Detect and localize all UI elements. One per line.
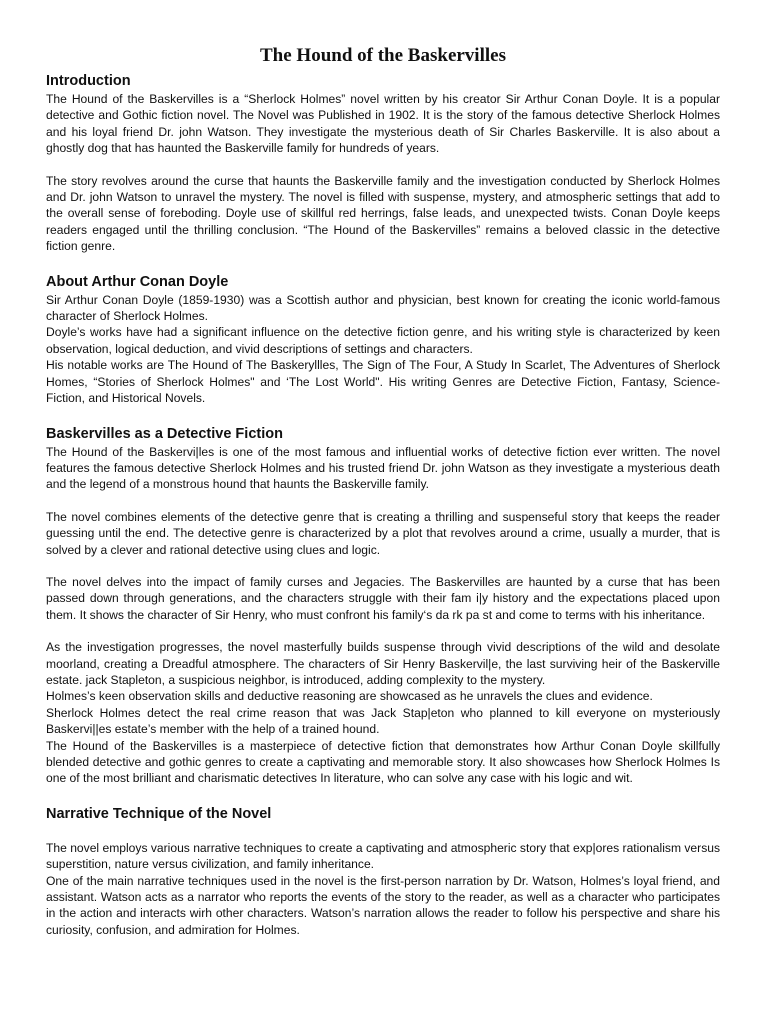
- paragraph: Doyle’s works have had a significant influence on the detective fiction genre, and his writing style is characterized by keen observation, logical deduction, and vivid descriptions of settings and characters.: [46, 325, 720, 356]
- section-heading-about: About Arthur Conan Doyle: [46, 273, 229, 290]
- paragraph-spacer: [46, 623, 720, 639]
- paragraph: The novel employs various narrative techniques to create a captivating and atmospheric story that exp|ores rationalism versus superstition, nature versus civilization, and family inheritance.: [46, 840, 721, 872]
- paragraph: The Hound of the Baskervilles is a masterpiece of detective fiction that demonstrates how Arthur Conan Doyle skillfully blended detective and gothic genres to create a captivating and memorable story. It also showcases how Sherlock Holmes Is one of the most brilliant and charismatic detectives In literature, who can solve any case with his logic and wit.: [46, 738, 720, 786]
- page-title: The Hound of the Baskervilles: [260, 45, 506, 66]
- section-heading-narrative: Narrative Technique of the Novel: [46, 805, 272, 822]
- paragraph: Holmes’s keen observation skills and deductive reasoning are showcased as he unravels the clues and evidence.: [46, 689, 653, 704]
- paragraph: His notable works are The Hound of The Baskeryllles, The Sign of The Four, A Study In Scarlet, The Adventures of Sherlock Homes, “Stories of Sherlock Holmes" and ‘The Lost World". His writing Genres are Detective Fiction, Fantasy, Science-Fiction, and Historical Novels.: [46, 358, 720, 406]
- section-spacer: [46, 407, 720, 424]
- paragraph: The novel combines elements of the detective genre that is creating a thrilling and suspenseful story that keeps the reader guessing until the end. The detective genre is characterized by a plot that revolves around a crime, usually a murder, that is solved by a clever and rational detective using clues and logic.: [46, 509, 720, 557]
- paragraph-spacer: [46, 558, 720, 574]
- paragraph: The novel delves into the impact of family curses and Jegacies. The Baskervilles are haunted by a curse that has been passed down through generations, and the characters struggle with their fam i|y history and the expectations placed upon them. It shows the character of Sir Henry, who must confront his family‘s da rk pa st and come to terms with his inheritance.: [46, 574, 720, 622]
- section-heading-detective: Baskervilles as a Detective Fiction: [46, 425, 283, 442]
- paragraph-spacer: [46, 493, 720, 509]
- paragraph: The Hound of the Baskervilles is a “Sherlock Holmes” novel written by his creator Sir Arthur Conan Doyle. It is a popular detective and Gothic fiction novel. The Novel was Published in 1902. It is the story of the famous detective Sherlock Holmes and his loyal friend Dr. john Watson. They investigate the mysterious death of Sir Charles Baskerville. It is also about a ghostly dog that has haunted the Baskerville family for hundreds of years.: [46, 92, 720, 156]
- paragraph: Sir Arthur Conan Doyle (1859-1930) was a Scottish author and physician, best known for creating the iconic world-famous character of Sherlock Holmes.: [46, 292, 720, 324]
- section-spacer: [46, 787, 720, 804]
- paragraph: Sherlock Holmes detect the real crime reason that was Jack Stap|eton who planned to kill everyone on mysteriously Baskervi||es estate’s member with the help of a trained hound.: [46, 705, 720, 737]
- document-page: [46, 44, 720, 938]
- paragraph: The Hound of the Baskervi|les is one of the most famous and influential works of detective fiction ever written. The novel features the famous detective Sherlock Holmes and his trusted friend Dr. john Watson as they investigate a mysterious death and the legend of a monstrous hound that haunts the Baskerville family.: [46, 444, 720, 492]
- section-spacer: [46, 255, 720, 272]
- paragraph: As the investigation progresses, the novel masterfully builds suspense through vivid descriptions of the wild and desolate moorland, creating a Dreadful atmosphere. The characters of Sir Henry Baskervil|e, the last surviving heir of the Baskerville estate. jack Stapleton, a suspicious neighbor, is introduced, adding complexity to the mystery.: [46, 640, 720, 687]
- paragraph: The story revolves around the curse that haunts the Baskerville family and the investigation conducted by Sherlock Holmes and Dr. john Watson to unravel the mystery. The novel is filled with suspense, mystery, and atmospheric settings that add to the overall sense of foreboding. Doyle use of skillful red herrings, false leads, and unexpected twists. Conan Doyle keeps readers engaged until the thrilling conclusion. “The Hound of the Baskervilles” remains a beloved classic in the detective fiction genre.: [46, 173, 720, 254]
- section-heading-introduction: Introduction: [46, 73, 131, 89]
- paragraph-spacer: [46, 824, 720, 840]
- paragraph-spacer: [46, 157, 720, 173]
- paragraph: One of the main narrative techniques used in the novel is the first-person narration by Dr. Watson, Holmes’s loyal friend, and assistant. Watson acts as a narrator who reports the events of the story to the reader, as well as a character who participates in the action and interacts wirh other characters. Watson’s narration allows the reader to follow his perspective and share his curiosity, confusion, and admiration for Holmes.: [46, 873, 720, 937]
